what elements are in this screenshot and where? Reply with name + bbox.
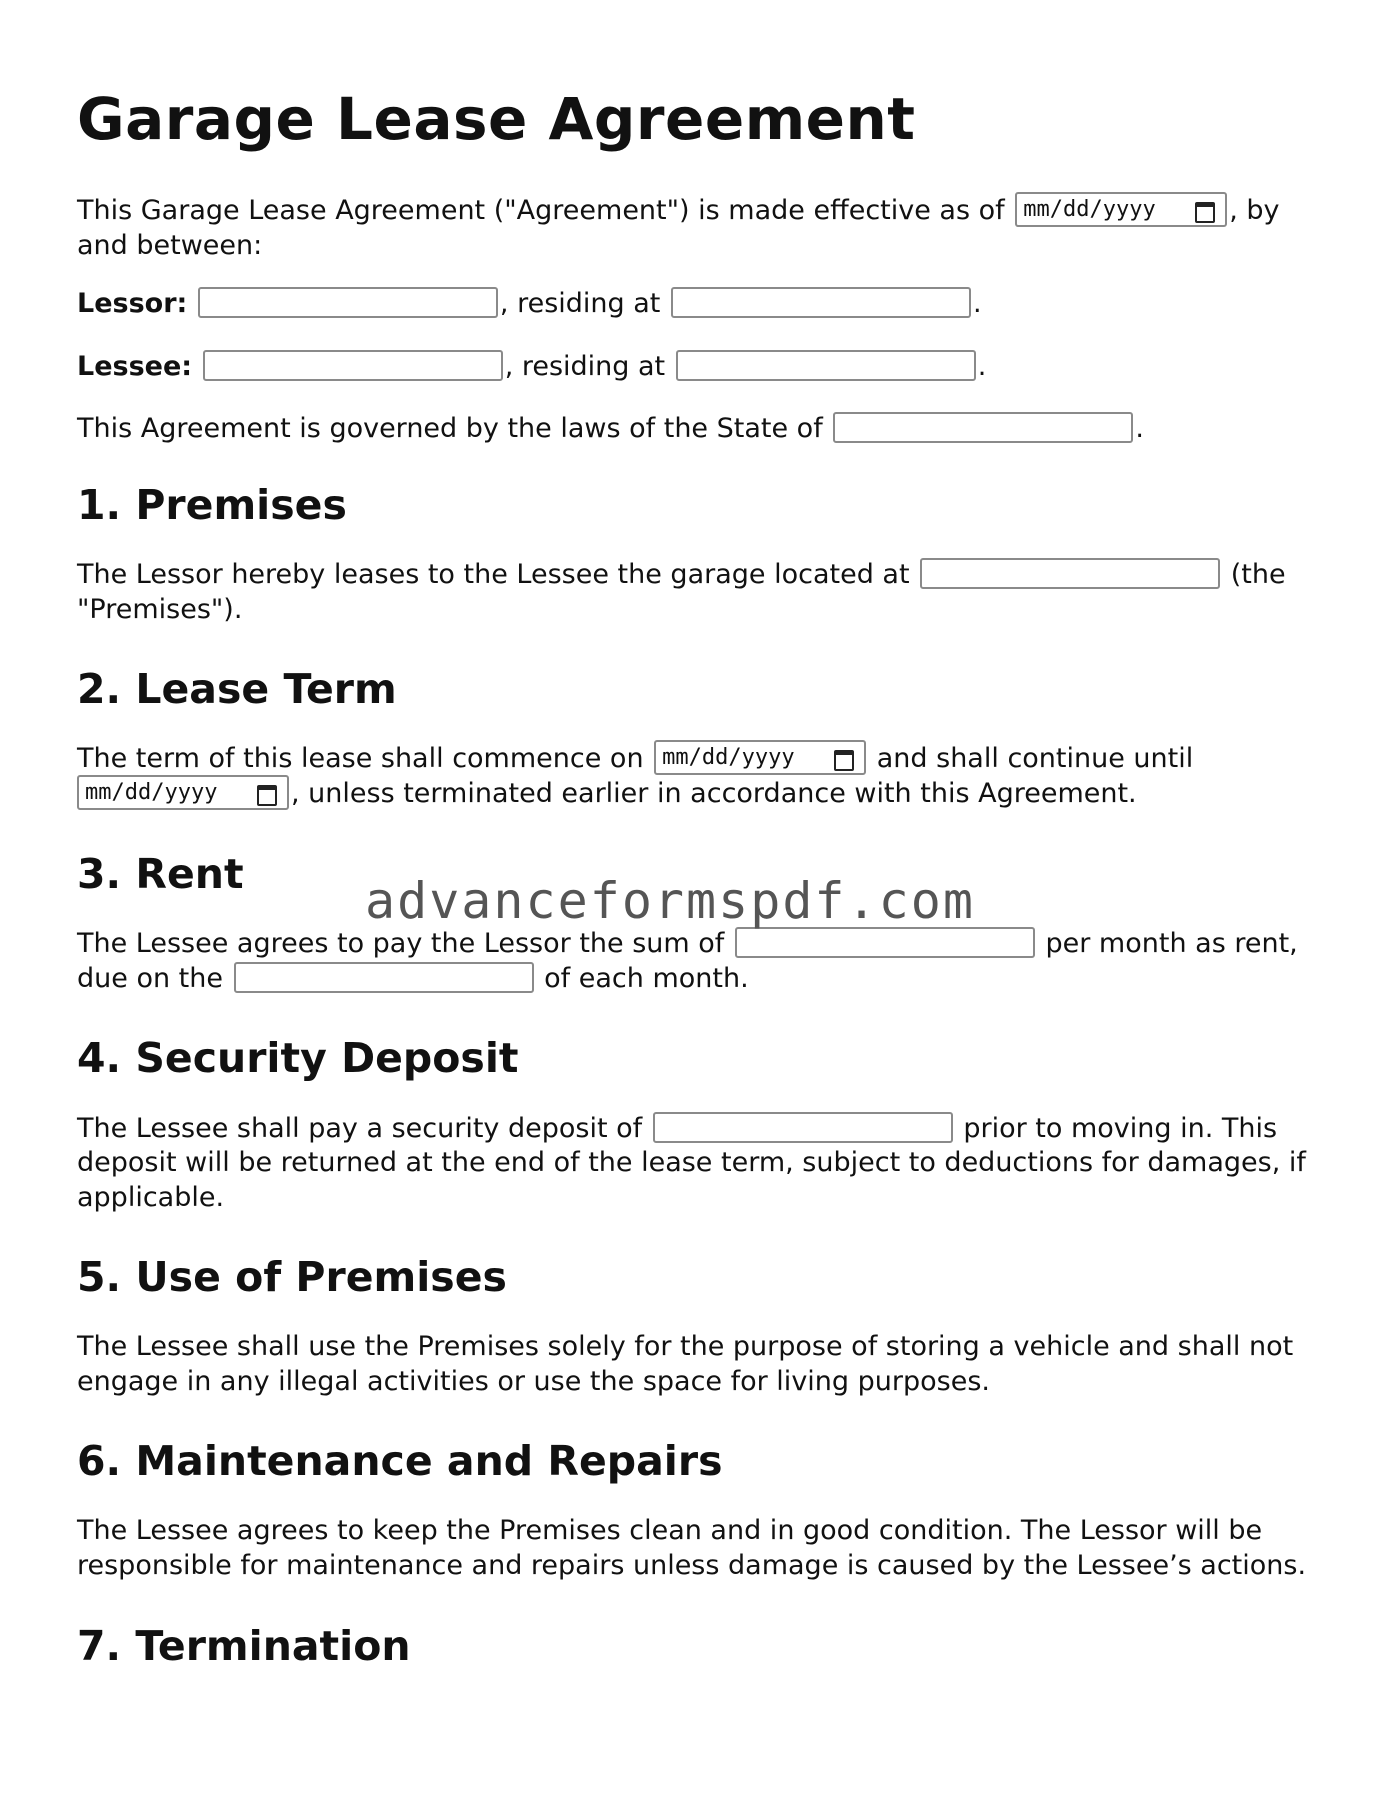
rent-text-middle: per month as rent, due on the bbox=[77, 928, 1298, 994]
section-heading-termination: 7. Termination bbox=[77, 1621, 411, 1670]
period: . bbox=[1135, 413, 1144, 445]
deposit-amount-input[interactable] bbox=[653, 1112, 953, 1143]
end-date-placeholder: mm/dd/yyyy bbox=[85, 780, 218, 806]
lessee-name-input[interactable] bbox=[203, 350, 503, 381]
deposit-paragraph bbox=[77, 1112, 1327, 1216]
use-paragraph: The Lessee shall use the Premises solely for the purpose of storing a vehicle and shall not engage in any illegal activities or use the space for living purposes. bbox=[77, 1331, 1294, 1397]
intro-text-after: , by and between: bbox=[77, 194, 1280, 261]
section-heading-lease-term: 2. Lease Term bbox=[77, 665, 397, 714]
term-text-before: The term of this lease shall commence on bbox=[77, 743, 644, 775]
intro-text-before: This Garage Lease Agreement ("Agreement") is made effective as of bbox=[77, 194, 1014, 226]
calendar-icon[interactable] bbox=[257, 785, 277, 806]
lessor-line bbox=[77, 287, 1327, 322]
state-input[interactable] bbox=[833, 412, 1133, 443]
section-heading-premises: 1. Premises bbox=[77, 480, 347, 529]
section-heading-security-deposit: 4. Security Deposit bbox=[77, 1034, 519, 1083]
effective-date-placeholder: mm/dd/yyyy bbox=[1023, 196, 1156, 222]
lessor-address-input[interactable] bbox=[671, 287, 971, 318]
rent-text-after: of each month. bbox=[544, 962, 749, 994]
maintenance-paragraph: The Lessee agrees to keep the Premises clean and in good condition. The Lessor will be responsible for maintenance and repairs unless damage is caused by the Lessee’s actions. bbox=[77, 1515, 1307, 1582]
calendar-icon[interactable] bbox=[1195, 202, 1215, 223]
rent-paragraph bbox=[77, 927, 1327, 996]
term-text-after: , unless terminated earlier in accordance with this Agreement. bbox=[291, 778, 1137, 810]
intro-paragraph bbox=[77, 194, 1327, 264]
lessor-label: Lessor: bbox=[77, 288, 188, 320]
deposit-text-before: The Lessee shall pay a security deposit of bbox=[77, 1112, 643, 1144]
residing-text: , residing at bbox=[504, 350, 666, 382]
premises-text-after: (the "Premises"). bbox=[77, 559, 1286, 625]
section-heading-maintenance: 6. Maintenance and Repairs bbox=[77, 1437, 723, 1486]
lessee-address-input[interactable] bbox=[676, 350, 976, 381]
calendar-icon[interactable] bbox=[834, 750, 854, 771]
period: . bbox=[972, 288, 982, 320]
rent-due-day-input[interactable] bbox=[234, 962, 534, 993]
garage-address-input[interactable] bbox=[920, 558, 1220, 589]
lease-term-paragraph bbox=[77, 742, 1327, 812]
term-text-middle: and shall continue until bbox=[876, 743, 1194, 775]
governing-law-line bbox=[77, 412, 1327, 447]
end-date-input[interactable] bbox=[77, 775, 289, 810]
section-heading-use-of-premises: 5. Use of Premises bbox=[77, 1253, 507, 1302]
rent-amount-input[interactable] bbox=[735, 927, 1035, 958]
period: . bbox=[977, 350, 987, 382]
start-date-input[interactable] bbox=[654, 740, 866, 775]
rent-text-before: The Lessee agrees to pay the Lessor the sum of bbox=[77, 928, 725, 960]
governing-text: This Agreement is governed by the laws of the State of bbox=[77, 413, 823, 445]
premises-paragraph bbox=[77, 558, 1327, 627]
lessor-name-input[interactable] bbox=[198, 287, 498, 318]
document-title: Garage Lease Agreement bbox=[77, 85, 916, 153]
section-heading-rent: 3. Rent bbox=[77, 850, 244, 899]
residing-text: , residing at bbox=[499, 288, 661, 320]
effective-date-input[interactable] bbox=[1015, 192, 1227, 227]
start-date-placeholder: mm/dd/yyyy bbox=[662, 745, 795, 771]
deposit-text-after: prior to moving in. This deposit will be returned at the end of the lease term, subject to deductions for damages, if applicable. bbox=[77, 1112, 1306, 1213]
lessee-label: Lessee: bbox=[77, 350, 193, 382]
lessee-line bbox=[77, 350, 1327, 385]
premises-text-before: The Lessor hereby leases to the Lessee the garage located at bbox=[77, 559, 910, 591]
watermark: advanceformspdf.com bbox=[365, 872, 975, 930]
